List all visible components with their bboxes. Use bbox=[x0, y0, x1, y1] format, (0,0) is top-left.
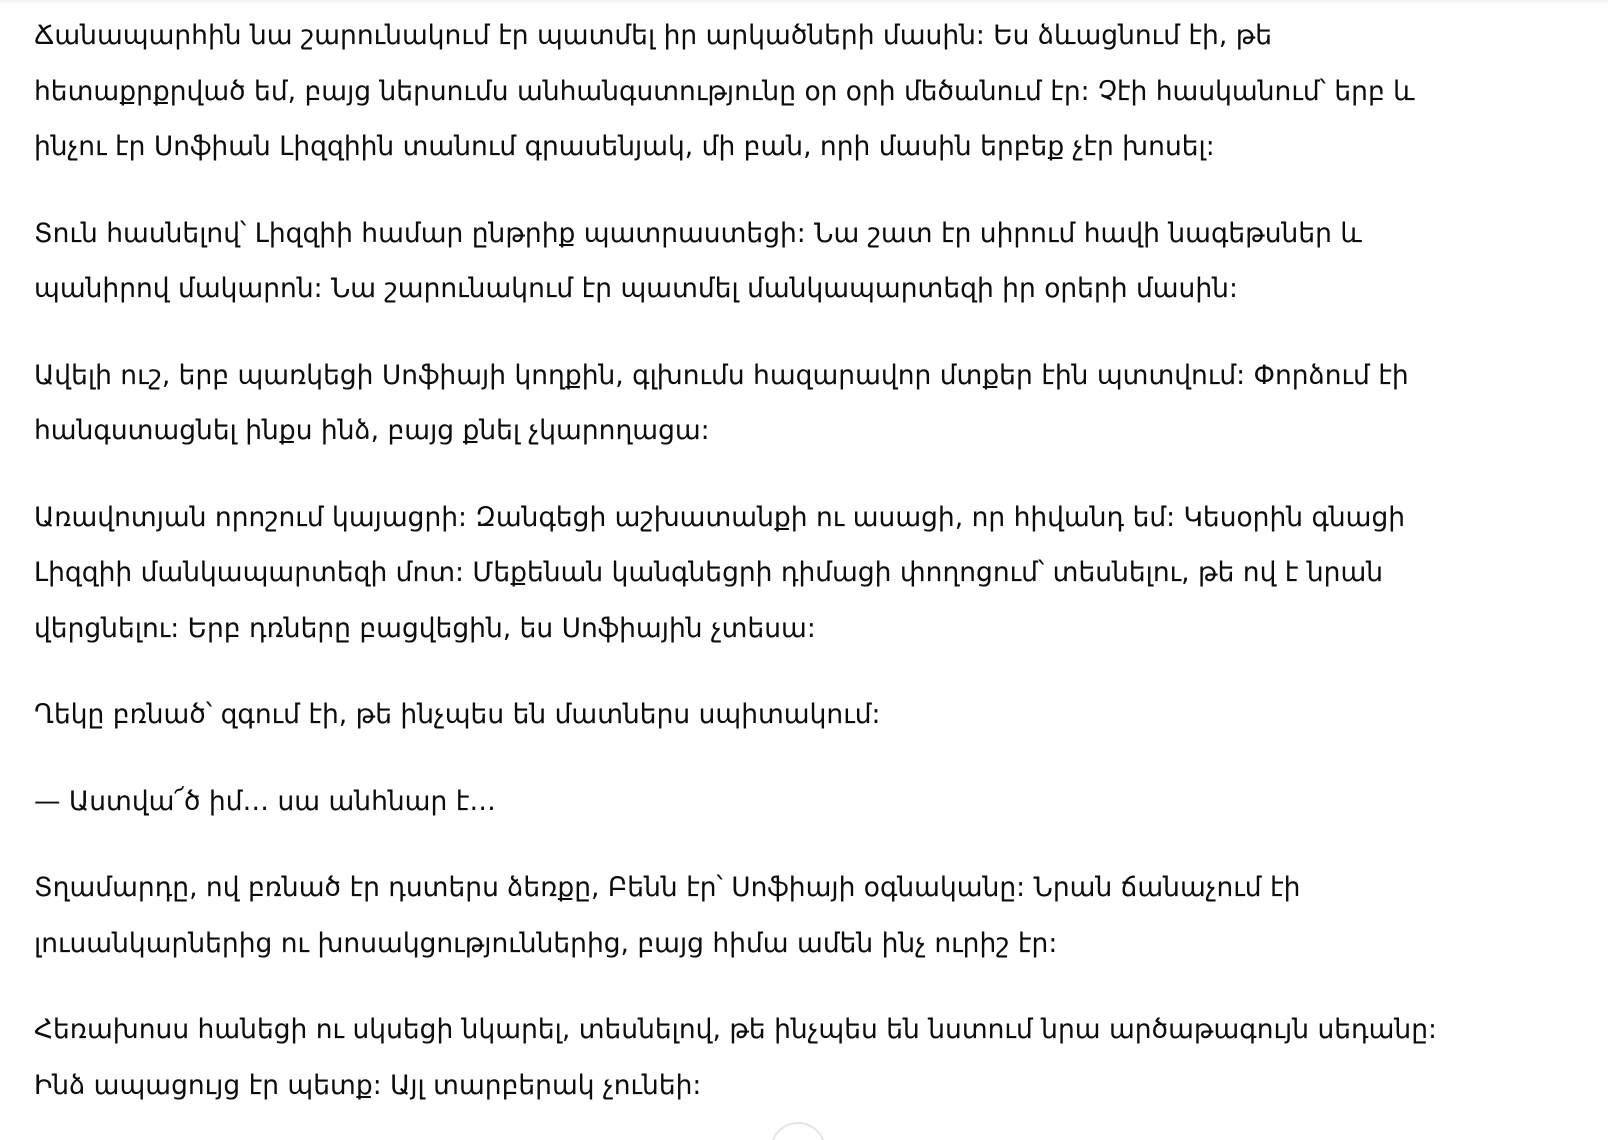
paragraph bbox=[34, 206, 1574, 317]
paragraph bbox=[34, 1002, 1574, 1113]
text-line: Տուն հասնելով՝ Լիզզիի համար ընթրիք պատրաստեցի: Նա շատ էր սիրում հավի նագեթսներ և bbox=[34, 217, 1362, 249]
text-line: Հեռախոսս հանեցի ու սկսեցի նկարել, տեսնելով, թե ինչպես են նստում նրա արծաթագույն սեդանը: bbox=[34, 1014, 1437, 1045]
text-line: Առավոտյան որոշում կայացրի: Զանգեցի աշխատանքի ու ասացի, որ հիվանդ եմ: Կեսօրին գնացի bbox=[34, 501, 1406, 533]
paragraph bbox=[34, 774, 1574, 830]
scroll-down-button[interactable] bbox=[770, 1122, 826, 1140]
paragraph bbox=[34, 687, 1574, 743]
text-line: Լիզզիի մանկապարտեզի մոտ: Մեքենան կանգնեցրի դիմացի փողոցում՝ տեսնելու, թե ով է նրան bbox=[34, 557, 1384, 588]
paragraph bbox=[34, 8, 1574, 175]
text-line: վերցնելու: Երբ դռները բացվեցին, ես Սոֆիային չտեսա: bbox=[34, 612, 816, 644]
text-line: Տղամարդը, ով բռնած էր դստերս ձեռքը, Բենն էր՝ Սոֆիայի օգնականը: Նրան ճանաչում էի bbox=[34, 872, 1301, 903]
paragraph bbox=[34, 348, 1574, 459]
text-line: Ճանապարհին նա շարունակում էր պատմել իր արկածների մասին: Ես ձևացնում էի, թե bbox=[34, 20, 1273, 51]
text-line: պանիրով մակարոն: Նա շարունակում էր պատմել մանկապարտեզի իր օրերի մասին: bbox=[34, 273, 1238, 304]
paragraph bbox=[34, 860, 1574, 971]
text-line: Ավելի ուշ, երբ պառկեցի Սոֆիայի կողքին, գլխումս հազարավոր մտքեր էին պտտվում: Փորձում էի bbox=[34, 359, 1409, 391]
top-fade bbox=[0, 0, 1608, 6]
text-line: ինչու էր Սոֆիան Լիզզիին տանում գրասենյակ, մի բան, որի մասին երբեք չէր խոսել: bbox=[34, 131, 1215, 162]
text-line: հետաքրքրված եմ, բայց ներսումս անհանգստությունը օր օրի մեծանում էր: Չէի հասկանում՝ երբ և bbox=[34, 75, 1415, 107]
text-line: լուսանկարներից ու խոսակցություններից, բայց հիմա ամեն ինչ ուրիշ էր: bbox=[34, 927, 1058, 959]
text-line: Ղեկը բռնած՝ զգում էի, թե ինչպես են մատներս սպիտակում: bbox=[34, 699, 881, 730]
text-line: հանգստացնել ինքս ինձ, բայց քնել չկարողացա: bbox=[34, 415, 710, 446]
text-line: Ինձ ապացույց էր պետք: Այլ տարբերակ չունեի: bbox=[34, 1069, 702, 1101]
paragraph bbox=[34, 490, 1574, 657]
text-line: — Աստվա՜ծ իմ… սա անհնար է… bbox=[34, 785, 496, 817]
